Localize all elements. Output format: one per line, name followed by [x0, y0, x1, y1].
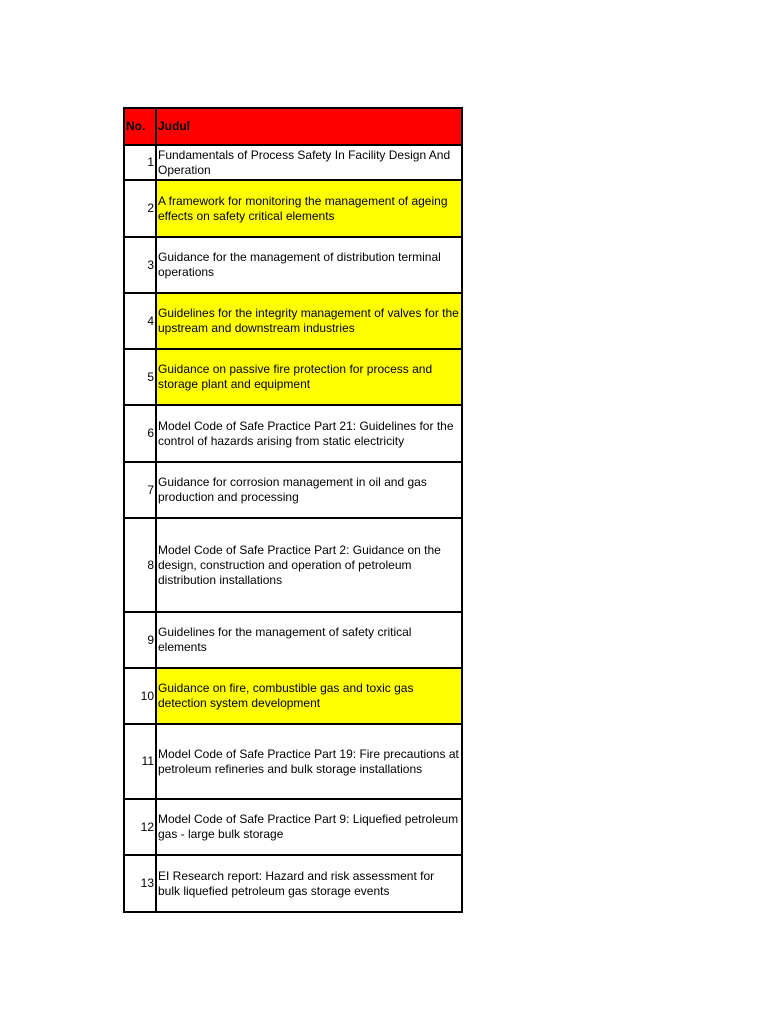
- row-title: Guidance on passive fire protection for process and storage plant and equipment: [156, 349, 462, 405]
- row-number: 10: [124, 668, 156, 724]
- row-title: EI Research report: Hazard and risk assessment for bulk liquefied petroleum gas storage events: [156, 855, 462, 912]
- row-number: 1: [124, 145, 156, 180]
- header-row: [124, 108, 462, 145]
- row-title: Model Code of Safe Practice Part 2: Guidance on the design, construction and operation of petroleum distribution installations: [156, 518, 462, 612]
- table-header: [124, 108, 462, 145]
- row-number: 2: [124, 180, 156, 237]
- table-row: [124, 799, 462, 855]
- row-title: Fundamentals of Process Safety In Facility Design And Operation: [156, 145, 462, 180]
- row-title: A framework for monitoring the management of ageing effects on safety critical elements: [156, 180, 462, 237]
- table-row: [124, 855, 462, 912]
- table-row: [124, 405, 462, 462]
- header-title: Judul: [156, 108, 462, 145]
- table-row: [124, 612, 462, 668]
- row-title: Guidance on fire, combustible gas and toxic gas detection system development: [156, 668, 462, 724]
- row-number: 7: [124, 462, 156, 518]
- table-row: [124, 180, 462, 237]
- header-no: No.: [124, 108, 156, 145]
- table-body: [124, 145, 462, 912]
- row-number: 3: [124, 237, 156, 293]
- row-number: 12: [124, 799, 156, 855]
- row-title: Guidance for corrosion management in oil and gas production and processing: [156, 462, 462, 518]
- row-title: Model Code of Safe Practice Part 9: Liquefied petroleum gas - large bulk storage: [156, 799, 462, 855]
- row-title: Model Code of Safe Practice Part 21: Guidelines for the control of hazards arising from static electricity: [156, 405, 462, 462]
- row-title: Guidance for the management of distribution terminal operations: [156, 237, 462, 293]
- table-row: [124, 462, 462, 518]
- row-number: 5: [124, 349, 156, 405]
- publication-table: [123, 107, 463, 913]
- table-row: [124, 349, 462, 405]
- row-number: 6: [124, 405, 156, 462]
- table-row: [124, 293, 462, 349]
- row-number: 4: [124, 293, 156, 349]
- table-row: [124, 668, 462, 724]
- row-title: Guidelines for the management of safety critical elements: [156, 612, 462, 668]
- table-row: [124, 518, 462, 612]
- row-title: Model Code of Safe Practice Part 19: Fire precautions at petroleum refineries and bulk storage installations: [156, 724, 462, 799]
- row-number: 8: [124, 518, 156, 612]
- row-title: Guidelines for the integrity management of valves for the upstream and downstream industries: [156, 293, 462, 349]
- table-row: [124, 145, 462, 180]
- row-number: 9: [124, 612, 156, 668]
- table-row: [124, 724, 462, 799]
- table-row: [124, 237, 462, 293]
- row-number: 11: [124, 724, 156, 799]
- row-number: 13: [124, 855, 156, 912]
